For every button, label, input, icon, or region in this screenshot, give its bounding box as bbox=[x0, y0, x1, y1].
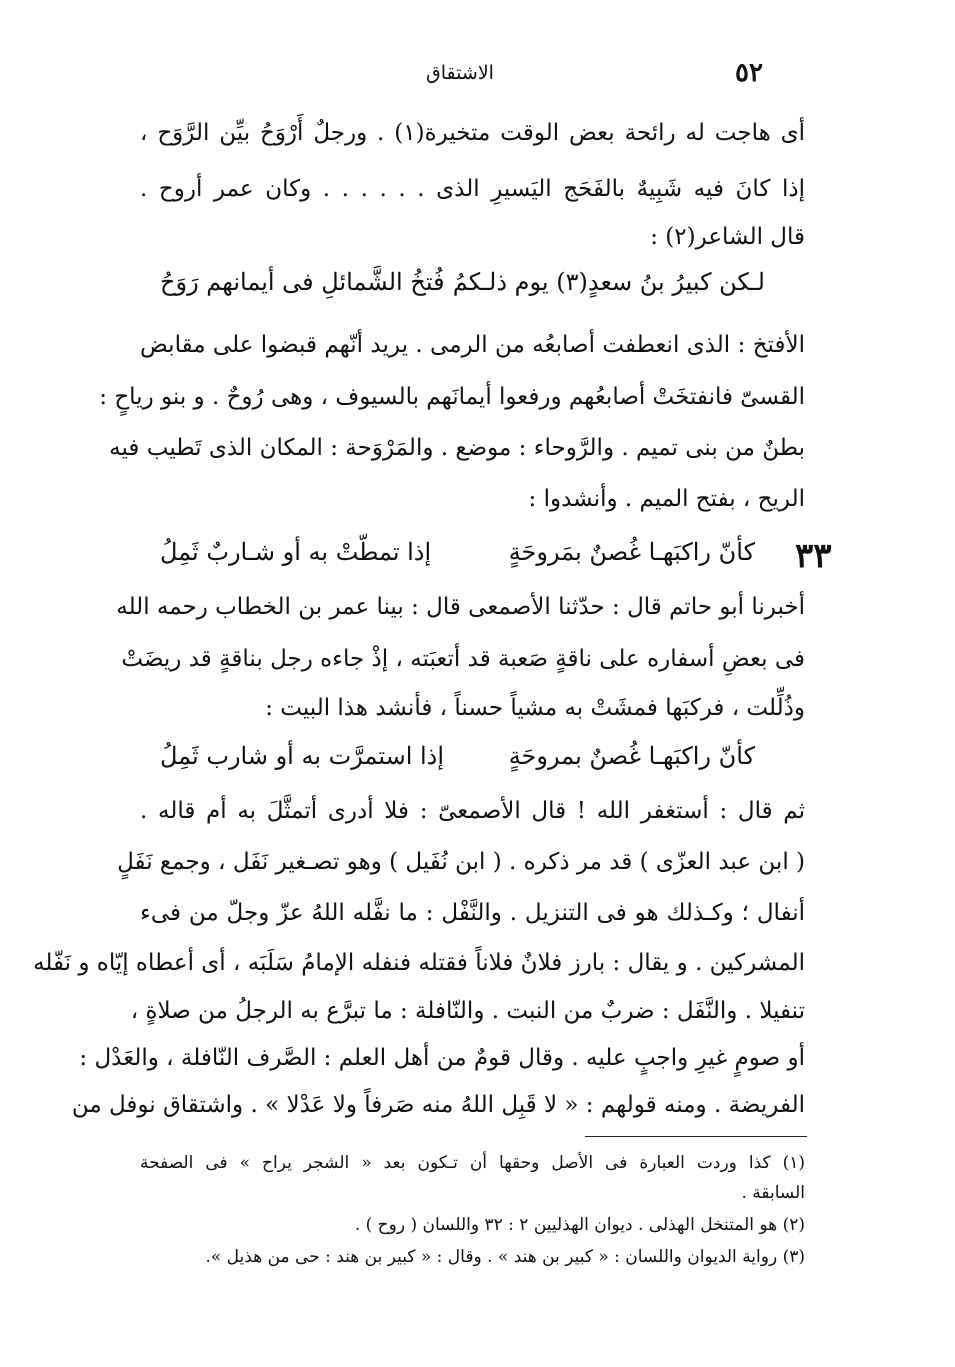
entry-number: ٣٣ bbox=[795, 536, 832, 576]
text-line: وذُلِّلت ، فركبَها فمشَتْ به مشياً حسناً ، فأنشد هذا البيت : bbox=[265, 695, 805, 721]
text-line: قال الشاعر(٢) : bbox=[650, 224, 805, 250]
verse-hemistich-left: إذا استمرَّت به أو شارب ثَمِلُ bbox=[160, 742, 445, 770]
text-line: المشركين . و يقال : بارز فلانٌ فلاناً فقتله فنفله الإمامُ سَلَبَه ، أى أعطاه إيّاه و نَفّله bbox=[33, 950, 805, 976]
verse-hemistich-left: إذا تمطّتْ به أو شـاربٌ ثَمِلُ bbox=[160, 538, 432, 566]
verse-hemistich-right: كأنّ راكبَهـا غُصنٌ بمروحَةٍ bbox=[508, 742, 755, 770]
text-line: أخبرنا أبو حاتم قال : حدّثنا الأصمعى قال : بينا عمر بن الخطاب رحمه الله bbox=[116, 594, 805, 620]
page-number: ٥٢ bbox=[735, 58, 763, 88]
footnote-divider bbox=[585, 1136, 807, 1137]
text-line: فى بعضِ أسفاره على ناقةٍ صَعبة قد أتعبَته ، إذْ جاءه رجل بناقةٍ قد ريضَتْ bbox=[121, 646, 805, 672]
text-line: ( ابن عبد العزّى ) قد مر ذكره . ( ابن نُفَيل ) وهو تصـغير نَفَل ، وجمع نَفَلٍ bbox=[117, 849, 805, 875]
footnote-line: (٣) رواية الديوان واللسان : « كبير بن هند » . وقال : « كبير بن هند : حى من هذيل ». bbox=[205, 1247, 805, 1267]
text-line: ثم قال : أستغفر الله ! قال الأصمعىّ : فلا أدرى أتمثَّلَ به أم قاله . bbox=[140, 798, 805, 824]
text-line: تنفيلا . والنَّفَل : ضربٌ من النبت . والنّافلة : ما تبرَّع به الرجلُ من صلاةٍ ، bbox=[130, 998, 805, 1024]
text-line: بطنٌ من بنى تميم . والرَّوحاء : موضع . والمَرْوَحة : المكان الذى تَطيب فيه bbox=[109, 435, 805, 461]
text-line: أى هاجت له رائحة بعض الوقت متخيرة(١) . ورجلٌ أَرْوَحُ بيِّن الرَّوَح ، bbox=[140, 120, 805, 146]
text-line: القسىّ فانفتخَتْ أصابعُهم ورفعوا أيمانَهم بالسيوف ، وهى رُوحٌ . و بنو رياحٍ : bbox=[99, 384, 805, 410]
text-line: أو صومٍ غيرِ واجبٍ عليه . وقال قومٌ من أهل العلم : الصَّرف النّافلة ، والعَدْل : bbox=[79, 1045, 805, 1071]
text-line: إذا كانَ فيه شَبِيهٌ بالفَحَج اليَسيرِ الذى . . . . . . وكان عمر أروح . bbox=[140, 176, 805, 202]
footnote-line: السابقة . bbox=[741, 1183, 805, 1203]
verse-hemistich-right: كأنّ راكبَهـا غُصنٌ بمَروحَةٍ bbox=[508, 538, 755, 566]
text-line: أنفال ؛ وكـذلك هو فى التنزيل . والنَّفْل : ما نفَّله اللهُ عزّ وجلّ من فىء bbox=[140, 900, 805, 926]
text-line: الأفتخ : الذى انعطفت أصابعُه من الرمى . يريد أنّهم قبضوا على مقابض bbox=[140, 332, 805, 358]
footnote-line: (١) كذا وردت العبارة فى الأصل وحقها أن تـكون بعد « الشجر يراح » فى الصفحة bbox=[140, 1153, 805, 1173]
text-line: الريح ، بفتح الميم . وأنشدوا : bbox=[528, 486, 805, 512]
footnote-line: (٢) هو المتنخل الهذلى . ديوان الهذليين ٢ : ٣٢ واللسان ( روح ) . bbox=[354, 1215, 805, 1235]
text-line: الفريضة . ومنه قولهم : « لا قَبِل اللهُ منه صَرفاً ولا عَدْلا » . واشتقاق نوفل من bbox=[71, 1092, 805, 1118]
verse-hemistich-left: فُتخُ الشَّمائلِ فى أيمانهم رَوَحُ bbox=[160, 268, 445, 296]
verse-hemistich-right: لـكن كبيرُ بنُ سعدٍ(٣) يوم ذلـكمُ bbox=[452, 268, 765, 296]
running-title: الاشتقاق bbox=[426, 62, 494, 84]
